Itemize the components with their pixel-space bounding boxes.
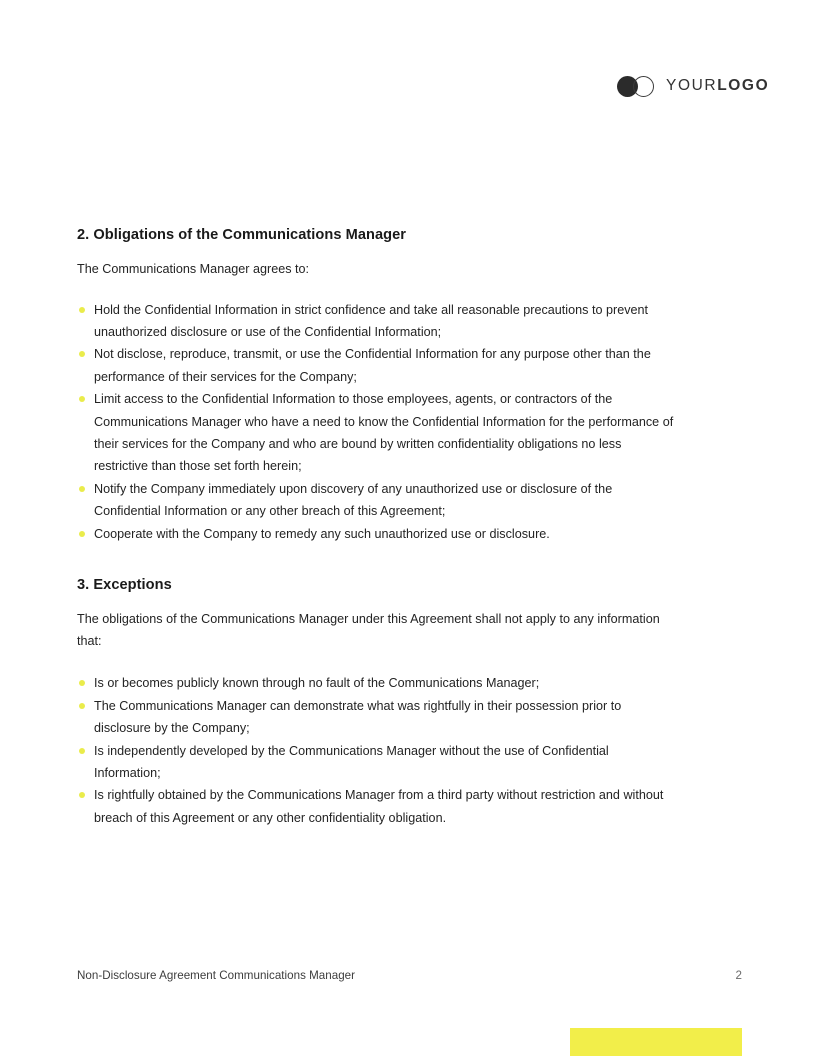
list-item (79, 672, 677, 694)
bottom-accent-bar (570, 1028, 742, 1056)
list-item (79, 695, 677, 740)
list-item-text: Hold the Confidential Information in strict confidence and take all reasonable precautions to prevent unauthorized disclosure or use of the Confidential Information; (94, 302, 649, 340)
logo-text-logo: LOGO (717, 77, 770, 95)
section-intro-2: The Communications Manager agrees to: (77, 261, 310, 276)
section-heading-3: 3. Exceptions (77, 577, 172, 594)
list-item-text: Is independently developed by the Communications Manager without the use of Confidential Information; (94, 743, 609, 780)
obligations-bullet-list (77, 299, 677, 545)
bullet-dot-icon (79, 307, 85, 313)
list-item-text: Is or becomes publicly known through no fault of the Communications Manager; (94, 676, 540, 691)
bullet-dot-icon (79, 486, 85, 492)
document-content (77, 226, 677, 829)
list-item-text: Notify the Company immediately upon discovery of any unauthorized use or disclosure of the Confidential Information or any other breach of this Agreement; (94, 481, 613, 519)
page-footer (77, 969, 742, 982)
list-item (79, 740, 677, 785)
bullet-dot-icon (79, 748, 85, 754)
logo-wordmark (666, 78, 769, 94)
exceptions-bullet-list (77, 672, 677, 829)
section-exceptions (77, 576, 677, 829)
bullet-dot-icon (79, 351, 85, 357)
list-item (79, 343, 677, 388)
bullet-dot-icon (79, 531, 85, 537)
list-item (79, 299, 677, 344)
list-item (79, 478, 677, 523)
bullet-dot-icon (79, 703, 85, 709)
bullet-dot-icon (79, 792, 85, 798)
list-item-text: Limit access to the Confidential Information to those employees, agents, or contractors of the Communications Manager who have a need to know the Confidential Information for the performance of their services for the Company and who are bound by written confidentiality obligations no less restrictive than those set forth herein; (94, 392, 674, 474)
section-obligations (77, 226, 677, 545)
bullet-dot-icon (79, 680, 85, 686)
section-intro-3: The obligations of the Communications Manager under this Agreement shall not apply to any information that: (77, 612, 660, 648)
footer-document-title: Non-Disclosure Agreement Communications Manager (77, 969, 356, 982)
list-item (79, 388, 677, 478)
list-item-text: The Communications Manager can demonstrate what was rightfully in their possession prior to disclosure by the Company; (94, 698, 622, 736)
brand-logo (617, 74, 769, 98)
logo-text-your: YOUR (666, 77, 718, 95)
list-item-text: Not disclose, reproduce, transmit, or use the Confidential Information for any purpose other than the performance of their services for the Company; (94, 347, 651, 384)
list-item (79, 523, 677, 545)
list-item-text: Cooperate with the Company to remedy any such unauthorized use or disclosure. (94, 526, 550, 541)
footer-page-number: 2 (735, 969, 742, 982)
list-item (79, 784, 677, 829)
overlapping-circles-logo-icon (617, 76, 655, 97)
logo-outline-circle (633, 76, 654, 97)
bullet-dot-icon (79, 396, 85, 402)
list-item-text: Is rightfully obtained by the Communications Manager from a third party without restriction and without breach of this Agreement or any other confidentiality obligation. (94, 788, 664, 825)
section-heading-2: 2. Obligations of the Communications Manager (77, 227, 406, 243)
